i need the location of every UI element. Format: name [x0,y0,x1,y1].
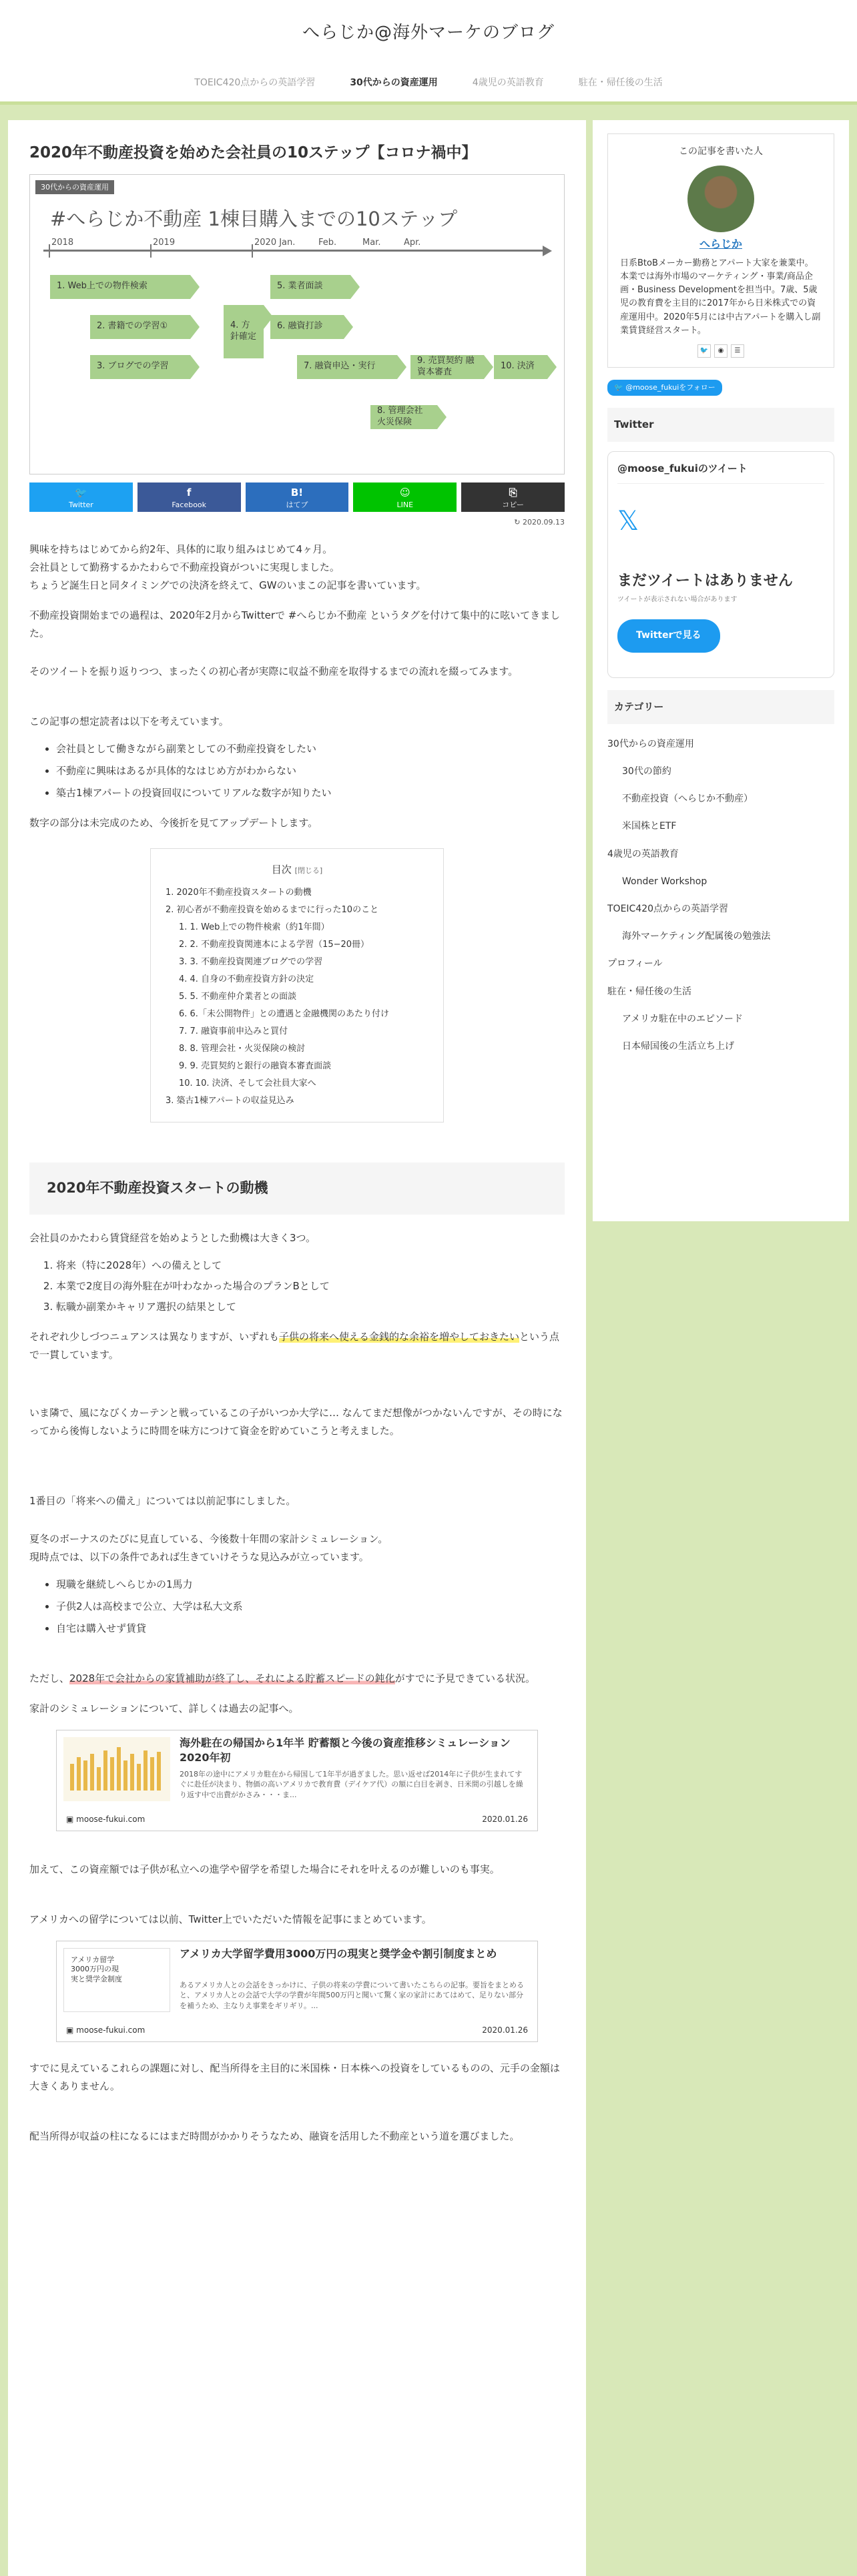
nav-item-english-study[interactable]: TOEIC420点からの英語学習 [194,77,316,88]
text: それぞれ少しづつニュアンスは異なりますが、いずれも [29,1331,279,1343]
paragraph: 1番目の「将来への備え」については以前記事にしました。 [29,1495,296,1508]
header-divider [0,101,857,105]
list-item: • 会社員として働きながら副業としての不動産投資をしたい [56,740,565,758]
card-description: あるアメリカ人との会話をきっかけに、子供の将来の学費について書いたこちらの記事。要旨をまとめると、アメリカ人との会話で大学の学費が年間500万円と聞いて驚く家の家計にあてはめて、足りない部分を補うため、主なりえ事業をギリギリ。... [180,1981,525,2010]
timeline-tick [150,244,152,258]
article-main [8,120,586,2576]
text: という点で一貫しています。 [29,1331,559,1361]
article-title: 2020年不動産投資を始めた会社員の10ステップ【コロナ禍中】 [29,144,477,162]
list-item: 3. 転職か副業かキャリア選択の結果として [56,1298,565,1316]
toc-item[interactable]: 4. 4. 自身の不動産投資方針の決定 [179,974,314,985]
share-label: Facebook [172,501,207,509]
twitter-subtext: ツイートが表示されない場合があります [617,596,738,604]
category-item[interactable]: Wonder Workshop [622,876,707,887]
category-item[interactable]: 米国株とETF [622,821,677,832]
card-site-name: moose-fukui.com [76,2025,146,2035]
thumbnail-text: アメリカ留学 3000万円の現実と奨学金制度 [71,1955,122,1983]
follow-button[interactable]: 🐦 @moose_fukuiをフォロー [607,380,722,396]
paragraph: 数字の部分は未完成のため、今後折を見てアップデートします。 [29,817,318,830]
sidebar-heading: カテゴリー [607,690,834,724]
text: がすでに予見できている状況。 [394,1672,536,1685]
text-line: 興味を持ちはじめてから約2年、具体的に取り組みはじめて4ヶ月。 [29,543,333,556]
toc-list [166,884,429,1110]
toc-item[interactable]: 7. 7. 融資事前申込みと買付 [179,1026,288,1037]
paragraph: 配当所得が収益の柱になるにはまだ時間がかかりそうなため、融資を活用した不動産という道を選びました。 [29,2130,520,2143]
twitter-empty: まだツイートはありません [617,572,793,589]
card-title: 海外駐在の帰国から1年半 貯蓄額と今後の資産推移シミュレーション2020年初 [180,1736,511,1764]
category-badge[interactable]: 30代からの資産運用 [35,180,114,195]
share-hatena-button[interactable] [246,482,349,512]
step-8: 8. 管理会社 火災保険 [370,405,437,429]
step-6: 6. 融資打診 [270,315,344,339]
paragraph: アメリカへの留学については以前、Twitter上でいただいた情報を記事にまとめています。 [29,1913,432,1926]
paragraph [29,1670,565,1688]
highlight-text: 2028年で会社からの家賃補助が終了し、それによる貯蓄スピードの鈍化 [69,1672,395,1685]
x-logo-icon: 𝕏 [617,505,639,537]
eyecatch-image [29,174,565,474]
list-item: 2. 本業で2度目の海外駐在が叶わなかった場合のプランBとして [56,1277,565,1295]
card-date: 2020.01.26 [482,2025,528,2035]
timeline-label: Mar. [362,237,381,248]
author-bio: 日系BtoBメーカー勤務とアパート大家を兼業中。本業では海外市場のマーケティング・事業/商品企画・Business Developmentを担当中。7歳、5歳児の教育費を主目的に2017年から日米株式での資産運用中。2020年5月には中古アパートを購入し副業賃貸経営スタート。 [620,258,821,336]
toc-item[interactable]: 9. 9. 売買契約と銀行の融資本審査面談 [179,1061,332,1072]
paragraph: 家計のシミュレーションについて、詳しくは過去の記事へ。 [29,1702,299,1715]
category-list [607,731,834,1060]
step-5: 5. 業者面談 [270,275,350,299]
paragraph: いま隣で、風になびくカーテンと戦っているこの子がいつか大学に… なんてまだ想像がつかないんですが、その時になってから後悔しないように時間を味方につけて資金を貯めていこうと考えました。 [29,1407,563,1437]
author-heading: この記事を書いた人 [679,146,763,157]
chart-thumbnail-icon [63,1737,170,1801]
list-item: • 不動産に興味はあるが具体的なはじめ方がわからない [56,762,565,780]
section-heading: 2020年不動産投資スタートの動機 [29,1163,565,1215]
share-label: はてブ [286,501,308,509]
blog-card[interactable] [56,1730,538,1831]
avatar[interactable] [687,166,754,232]
author-name[interactable]: へらじか [699,238,742,251]
toc-heading: 目次 [271,864,292,876]
card-title: アメリカ大学留学費用3000万円の現実と奨学金や割引制度まとめ [180,1947,497,1961]
category-item[interactable]: 海外マーケティング配属後の勉強法 [622,931,771,942]
share-copy-button[interactable] [461,482,565,512]
nav-item-kids-english[interactable]: 4歳児の英語教育 [472,77,544,88]
eyecatch-title: #へらじか不動産 1棟目購入までの10ステップ [50,207,458,230]
share-twitter-button[interactable] [29,482,133,512]
twitter-view-button[interactable]: Twitterで見る [617,619,720,652]
list-item: • 現職を継続しへらじかの1馬力 [56,1576,565,1594]
timeline-arrow [543,246,552,256]
text-line: 現時点では、以下の条件であれば生きていけそうな見込みが立っています。 [29,1551,369,1564]
twitter-handle[interactable]: @moose_fukuiのツイート [617,460,824,484]
paragraph [29,1530,565,1566]
card-date: 2020.01.26 [482,1814,528,1824]
rss-icon[interactable]: ☰ [731,344,744,358]
category-item[interactable]: 30代の節約 [622,766,671,777]
share-buttons [29,482,565,512]
nav-item-asset-management[interactable]: 30代からの資産運用 [332,67,455,104]
main-nav [0,67,857,104]
table-of-contents [150,848,444,1122]
twitter-icon[interactable]: 🐦 [697,344,711,358]
social-links [620,344,822,358]
card-site: ▣ moose-fukui.com [66,1814,146,1824]
hatena-icon: B! [290,486,304,499]
step-3: 3. ブログでの学習 [90,355,190,379]
card-thumbnail [63,1737,170,1801]
text-line: 夏冬のボーナスのたびに見直している、今後数十年間の家計シミュレーション。 [29,1533,388,1546]
card-site-name: moose-fukui.com [76,1814,146,1824]
twitter-embed [607,451,834,678]
list-item: • 築古1棟アパートの投資回収についてリアルな数字が知りたい [56,784,565,802]
toc-item[interactable]: 10. 10. 決済、そして会社員大家へ [179,1078,316,1089]
timeline-label: Feb. [318,237,337,248]
paragraph: すでに見えているこれらの課題に対し、配当所得を主目的に米国株・日本株への投資をしているものの、元手の金額は大きくありません。 [29,2062,560,2093]
share-label: Twitter [68,501,93,509]
step-1: 1. Web上での物件検索 [50,275,190,299]
category-item[interactable]: 4歳児の英語教育 [607,848,679,860]
category-item[interactable]: 日本帰国後の生活立ち上げ [622,1040,734,1052]
card-site: ▣ moose-fukui.com [66,2025,146,2035]
timeline-label: 2019 [153,237,176,248]
line-icon: ☺ [399,486,410,499]
toc-item[interactable]: 6. 6.「未公開物件」との遭遇と金融機関のあたり付け [179,1009,389,1020]
toc-item[interactable]: 3. 築古1棟アパートの収益見込み [166,1096,294,1106]
toc-toggle[interactable]: [閉じる] [294,866,323,876]
category-item[interactable]: TOEIC420点からの英語学習 [607,903,729,914]
paragraph: この記事の想定読者は以下を考えています。 [29,715,229,728]
author-box [607,133,834,368]
text-line: 会社員として勤務するかたわらで不動産投資がついに実現しました。 [29,561,340,574]
step-9: 9. 売買契約 融資本審査 [410,355,484,379]
share-label: LINE [396,501,414,509]
highlight-text: 子供の将来へ使える金銭的な余裕を増やしておきたい [278,1331,519,1343]
toc-item[interactable]: 1. 2020年不動産投資スタートの動機 [166,888,312,898]
follow-label: @moose_fukuiをフォロー [625,382,716,392]
category-item[interactable]: 不動産投資（へらじか不動産） [622,793,753,805]
toc-item[interactable]: 2. 2. 不動産投資関連本による学習（15−20冊） [179,940,370,950]
facebook-icon: f [186,486,192,499]
feedly-icon[interactable]: ◉ [714,344,728,358]
list-item: • 自宅は購入せず賃貸 [56,1620,565,1638]
card-thumbnail [63,1948,170,2012]
toc-item[interactable]: 3. 3. 不動産投資関連ブログでの学習 [179,957,323,968]
toc-item[interactable]: 8. 8. 管理会社・火災保険の検討 [179,1044,306,1054]
step-10: 10. 決済 [494,355,547,379]
share-line-button[interactable] [353,482,457,512]
paragraph [29,1328,565,1364]
timeline-label: Apr. [404,237,421,248]
toc-title [166,861,429,879]
toc-item[interactable]: 2. 初心者が不動産投資を始めるまでに行った10のこと [166,905,379,916]
text-line: ちょうど誕生日と同タイミングでの決済を終えて、GWのいまこの記事を書いています。 [29,579,426,592]
twitter-icon: 🐦 [75,486,87,499]
list-item: 1. 将来（特に2028年）への備えとして [56,1257,565,1275]
paragraph: そのツイートを振り返りつつ、まったくの初心者が実際に収益不動産を取得するまでの流れを綴ってみます。 [29,665,519,678]
timeline-label: 2018 [51,237,74,248]
text: ただし、 [29,1672,70,1685]
timeline-line [43,250,547,252]
paragraph: 会社員のかたわら賃貸経営を始めようとした動機は大きく3つ。 [29,1232,316,1245]
publish-date-value: 2020.09.13 [523,517,565,527]
reader-list [29,740,565,802]
category-item[interactable]: アメリカ駐在中のエピソード [622,1013,744,1024]
category-item[interactable]: 30代からの資産運用 [607,738,694,749]
share-label: コピー [502,501,524,509]
share-facebook-button[interactable] [137,482,241,512]
paragraph: 不動産投資開始までの過程は、2020年2月からTwitterで #へらじか不動産 というタグを付けて集中的に呟いてきました。 [29,609,561,640]
site-header [0,0,857,105]
step-4: 4. 方針確定 [224,305,264,358]
timeline-tick [252,244,253,258]
timeline-label: 2020 Jan. [254,237,296,248]
timeline-tick [49,244,50,258]
site-title[interactable]: へらじか@海外マーケのブログ [302,23,555,43]
paragraph: 加えて、この資産額では子供が私立への進学や留学を希望した場合にそれを叶えるのが難しいのも事実。 [29,1863,500,1876]
toc-item[interactable]: 1. 1. Web上での物件検索（約1年間） [179,922,330,933]
list-item: • 子供2人は高校まで公立、大学は私大文系 [56,1598,565,1616]
intro-paragraph [29,541,565,595]
copy-icon: ⎘ [509,486,517,499]
blog-card[interactable] [56,1941,538,2042]
step-7: 7. 融資申込・実行 [297,355,397,379]
step-2: 2. 書籍での学習① [90,315,190,339]
category-item[interactable]: プロフィール [607,958,663,970]
category-item[interactable]: 駐在・帰任後の生活 [607,986,691,997]
publish-date: ↻ 2020.09.13 [514,517,565,527]
nav-item-expat-life[interactable]: 駐在・帰任後の生活 [578,77,663,88]
toc-item[interactable]: 5. 5. 不動産仲介業者との面談 [179,992,297,1002]
motive-list [29,1257,565,1316]
card-description: 2018年の途中にアメリカ駐在から帰国して1年半が過ぎました。思い返せば2014年に子供が生まれてすぐに赴任が決まり、物価の高いアメリカで教育費（デイケア代）の額に白目を剥き、日米間の引越しを繰り返す中で出費がかさみ・・・ま... [180,1770,523,1799]
sidebar [593,120,849,1221]
sidebar-heading: Twitter [607,408,834,442]
condition-list [29,1576,565,1638]
